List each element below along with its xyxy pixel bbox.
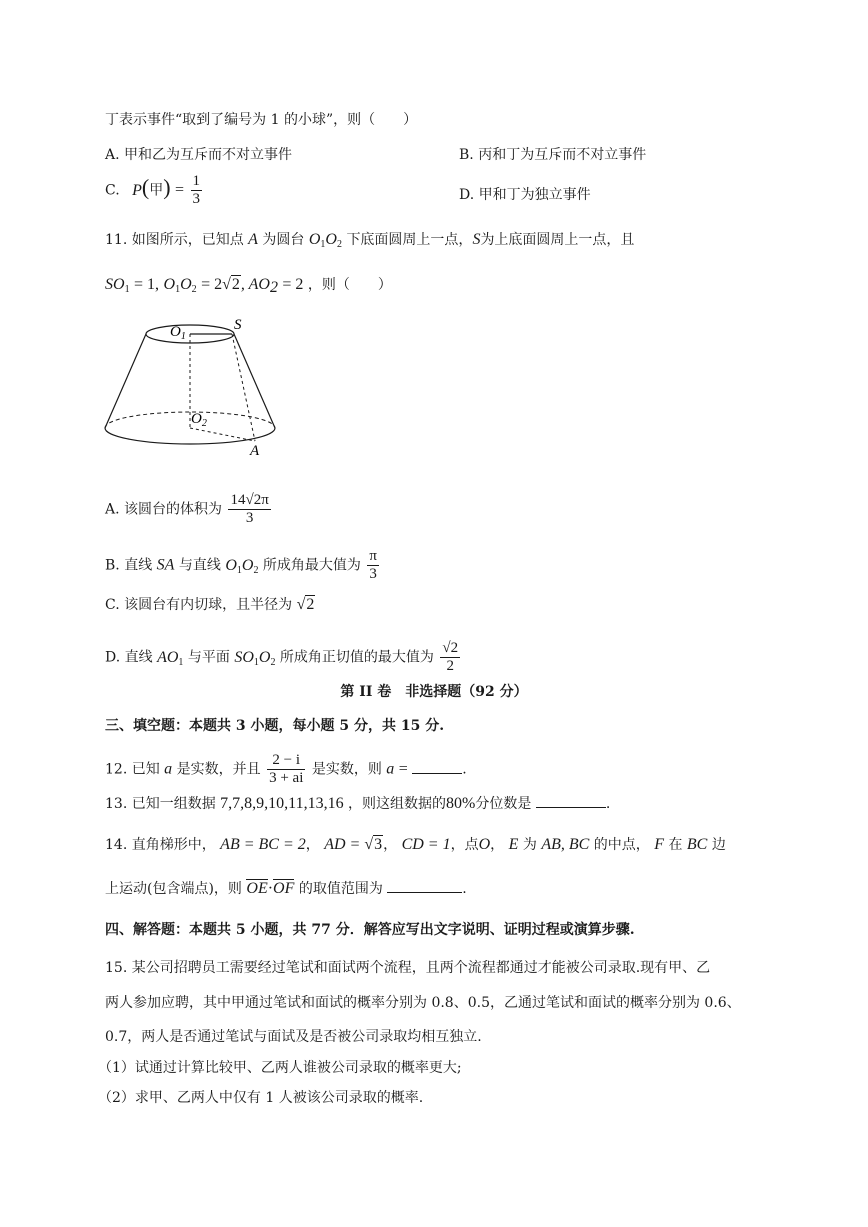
q10-option-c: C. P(甲) = $\frac{1}{3}$ [105, 173, 200, 207]
q10-option-a: A. 甲和乙为互斥而不对立事件 [105, 147, 293, 163]
frustum-figure [100, 315, 290, 460]
q10-option-b: B. 丙和丁为互斥而不对立事件 [459, 147, 647, 163]
q15-line3: 0.7，两人是否通过笔试与面试及是否被公司录取均相互独立. [105, 1029, 482, 1045]
q15-sub1: （1）试通过计算比较甲、乙两人谁被公司录取的概率更大; [98, 1060, 462, 1076]
q11-stem: 11. 如图所示，已知点 A 为圆台 $O_1O_2$ 下底面圆周上一点，S为上底面圆周上一点，且 [105, 231, 635, 250]
part2-title: 第 II 卷 非选择题（92 分） [340, 684, 528, 700]
figure-label-o2: $O_2$ [191, 411, 207, 429]
figure-label-o1: $O_1$ [170, 324, 186, 342]
q14-answer-blank[interactable] [387, 878, 462, 893]
q11-option-c: C. 该圆台有内切球，且半径为 √2 [105, 596, 315, 613]
q14-line1: 14. 直角梯形中， AB = BC = 2， AD = √3， CD = 1，点O， E 为 AB, BC 的中点， F 在 BC 边 [105, 836, 726, 853]
q11-option-a: A. 该圆台的体积为 $\frac{14√2\pi}{3}$ [105, 492, 269, 526]
q13: 13. 已知一组数据 7,7,8,9,10,11,13,16 ，则这组数据的80%分位数是 . [105, 795, 611, 812]
q14-line2: 上运动(包含端点)，则 OE·OF 的取值范围为 . [105, 880, 467, 897]
q12-answer-blank[interactable] [412, 759, 462, 774]
q13-answer-blank[interactable] [536, 793, 606, 808]
q10-stem: 丁表示事件“取到了编号为 1 的小球”，则（ ） [105, 112, 418, 128]
q15-line1: 15. 某公司招聘员工需要经过笔试和面试两个流程，且两个流程都通过才能被公司录取.现有甲、乙 [105, 960, 711, 976]
q15-sub2: （2）求甲、乙两人中仅有 1 人被该公司录取的概率. [98, 1090, 424, 1106]
section3-title: 三、填空题：本题共 3 小题，每小题 5 分，共 15 分. [105, 718, 445, 734]
q11-conditions: $SO_1 = 1$, $O_1O_2 = 2√2$, $AO_2 = 2$ ，则（ ） [105, 276, 392, 296]
q15-line2: 两人参加应聘，其中甲通过笔试和面试的概率分别为 0.8、0.5，乙通过笔试和面试的概率分别为 0.6、 [105, 995, 741, 1011]
section4-title: 四、解答题：本题共 5 小题，共 77 分．解答应写出文字说明、证明过程或演算步骤. [105, 922, 635, 938]
figure-label-a: A [250, 443, 260, 459]
q12: 12. 已知 a 是实数，并且 $\frac{2 - i}{3 + ai}$ 是实数，则 a = . [105, 752, 467, 786]
q11-option-d: D. 直线 $AO_1$ 与平面 $SO_1O_2$ 所成角正切值的最大值为 $\frac{√2}{2}$ [105, 640, 459, 674]
q11-option-b: B. 直线 SA 与直线 $O_1O_2$ 所成角最大值为 $\frac{\pi}{3}$ [105, 548, 377, 582]
q10-option-d: D. 甲和丁为独立事件 [459, 187, 591, 203]
figure-label-s: S [234, 317, 242, 333]
